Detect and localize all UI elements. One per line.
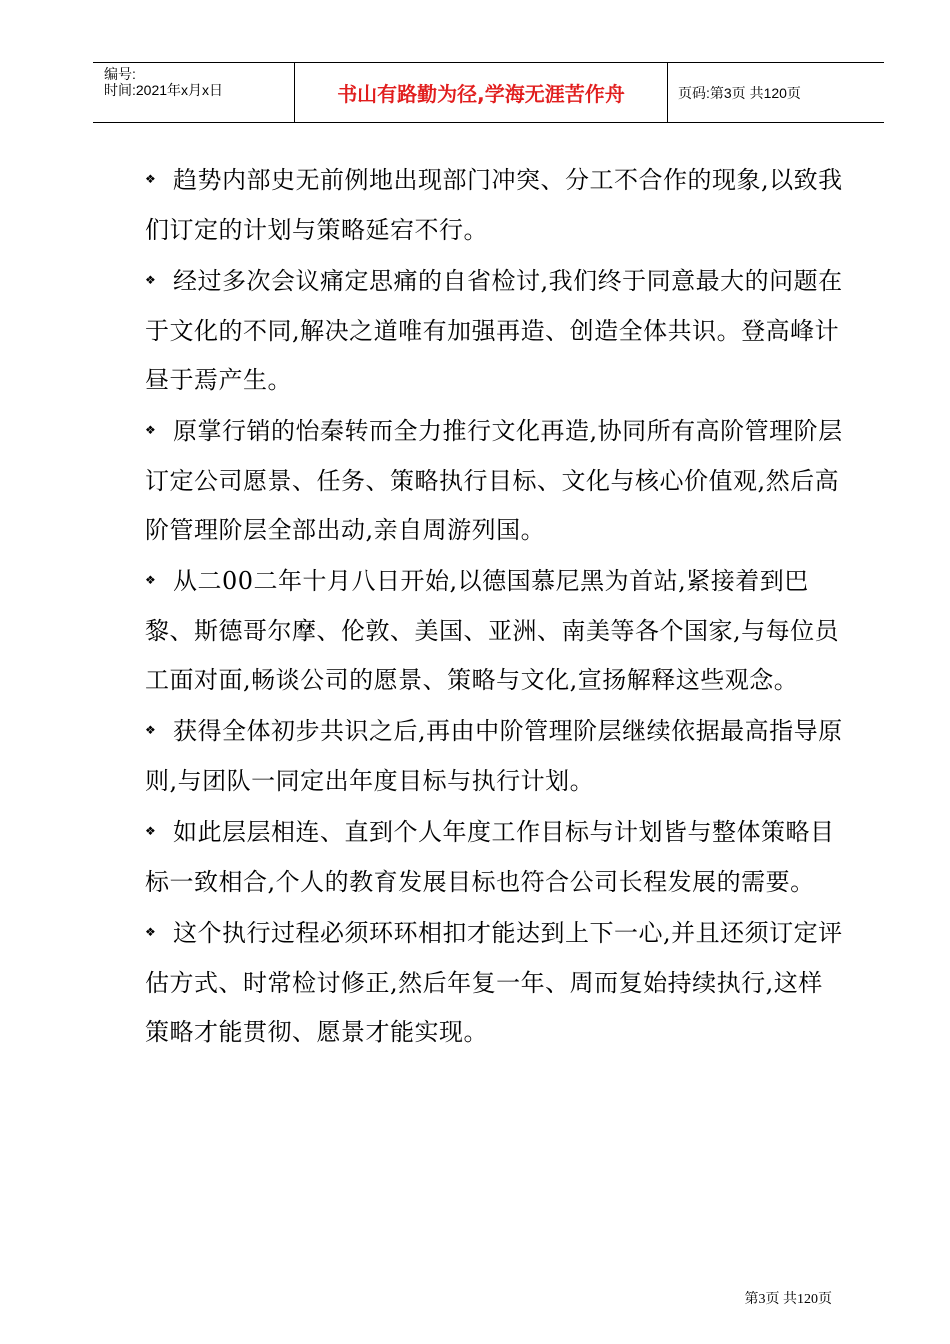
paragraph [145,808,845,907]
paragraph [145,257,845,405]
paragraph-text: 这个执行过程必须环环相扣才能达到上下一心,并且还须订定评估方式、时常检讨修正,然后年复一年、周而复始持续执行,这样策略才能贯彻、愿景才能实现。 [145,919,843,1046]
header-motto: 书山有路勤为径,学海无涯苦作舟 [295,63,668,122]
diamond-bullet-icon: ❖ [145,824,157,838]
paragraph-text: 原掌行销的怡秦转而全力推行文化再造,协同所有高阶管理阶层订定公司愿景、任务、策略执行目标、文化与核心价值观,然后高阶管理阶层全部出动,亲自周游列国。 [145,417,843,544]
diamond-bullet-icon: ❖ [145,273,157,287]
diamond-bullet-icon: ❖ [145,723,157,737]
paragraph-text: 趋势内部史无前例地出现部门冲突、分工不合作的现象,以致我们订定的计划与策略延宕不行。 [145,166,843,244]
header-table [93,62,884,123]
header-meta-cell [93,63,295,122]
diamond-bullet-icon: ❖ [145,423,157,437]
number-label: 编号: [104,66,136,82]
paragraph-text: 从二00二年十月八日开始,以德国慕尼黑为首站,紧接着到巴黎、斯德哥尔摩、伦敦、美国、亚洲、南美等各个国家,与每位员工面对面,畅谈公司的愿景、策略与文化,宣扬解释这些观念。 [145,567,840,694]
footer-page-number: 第3页 共120页 [744,1292,832,1307]
paragraph [145,407,845,555]
header-page-label: 页码:第3页 共120页 [678,84,801,101]
diamond-bullet-icon: ❖ [145,925,157,939]
paragraph-text: 获得全体初步共识之后,再由中阶管理阶层继续依据最高指导原则,与团队一同定出年度目标与执行计划。 [145,717,843,795]
paragraph [145,909,845,1057]
document-body [145,156,845,1059]
paragraph [145,557,845,705]
paragraph-text: 如此层层相连、直到个人年度工作目标与计划皆与整体策略目标一致相合,个人的教育发展目标也符合公司长程发展的需要。 [145,818,835,896]
paragraph [145,156,845,255]
paragraph-text: 经过多次会议痛定思痛的自省检讨,我们终于同意最大的问题在于文化的不同,解决之道唯有加强再造、创造全体共识。登高峰计昼于焉产生。 [145,267,843,394]
time-label: 时间:2021年x月x日 [104,82,224,98]
diamond-bullet-icon: ❖ [145,573,157,587]
paragraph [145,707,845,806]
diamond-bullet-icon: ❖ [145,172,157,186]
